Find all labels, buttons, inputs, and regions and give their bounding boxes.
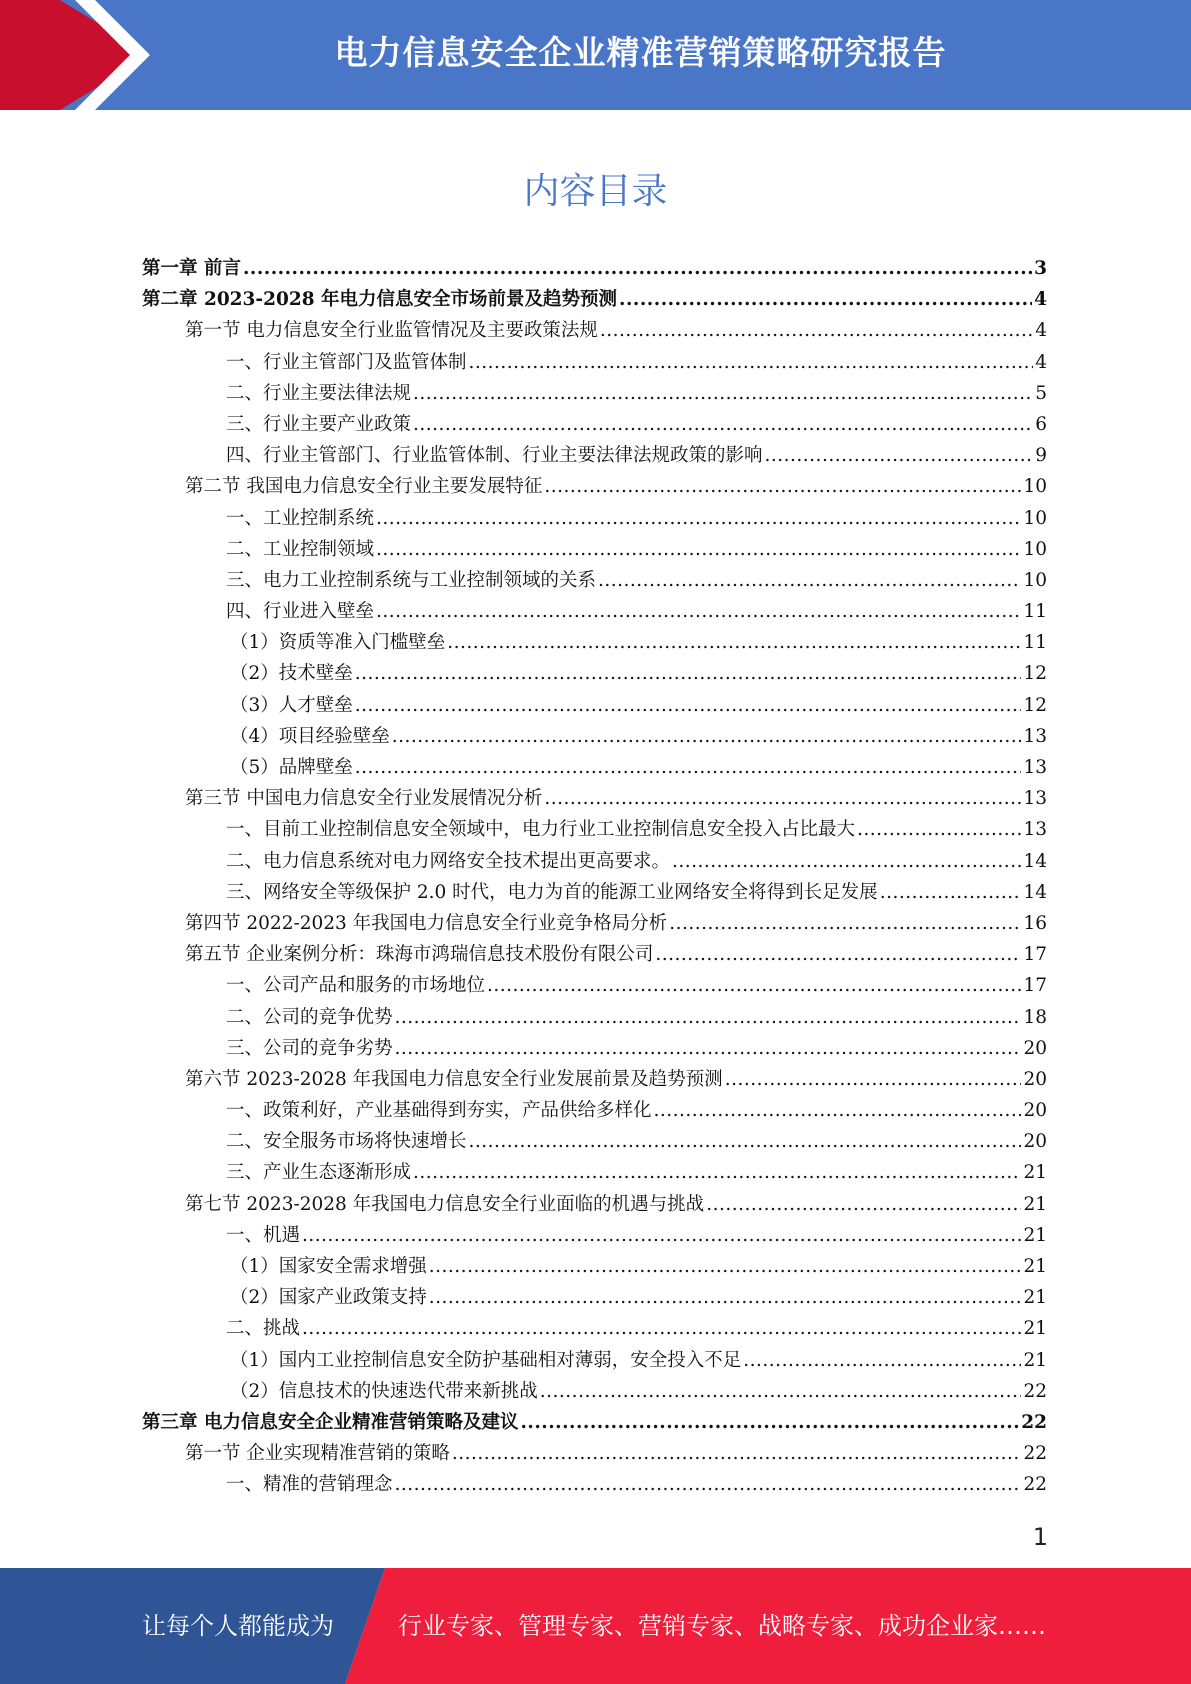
toc-entry-page: 17 <box>1023 944 1047 966</box>
toc-entry-label: 三、网络安全等级保护 2.0 时代，电力为首的能源工业网络安全将得到长足发展 <box>226 881 878 903</box>
toc-dot-leader <box>469 1131 1022 1152</box>
toc-entry[interactable] <box>142 1470 1047 1501</box>
toc-entry[interactable] <box>142 316 1047 347</box>
toc-dot-leader <box>540 1381 1022 1402</box>
toc-dot-leader <box>743 1350 1021 1371</box>
toc-entry[interactable] <box>142 1034 1047 1065</box>
toc-entry-label: 三、行业主要产业政策 <box>226 413 412 435</box>
toc-entry-page: 10 <box>1023 476 1047 498</box>
toc-entry-label: 二、工业控制领域 <box>226 538 375 560</box>
toc-dot-leader <box>706 1194 1021 1215</box>
toc-dot-leader <box>672 851 1021 872</box>
toc-dot-leader <box>376 539 1021 560</box>
toc-entry[interactable] <box>142 722 1047 753</box>
toc-entry-label: 三、电力工业控制系统与工业控制领域的关系 <box>226 569 597 591</box>
toc-dot-leader <box>520 1412 1019 1433</box>
toc-dot-leader <box>355 663 1022 684</box>
toc-entry-label: 一、政策利好，产业基础得到夯实，产品供给多样化 <box>226 1100 652 1122</box>
toc-entry-label: 四、行业进入壁垒 <box>226 601 375 623</box>
toc-entry[interactable] <box>142 472 1047 503</box>
toc-entry-label: （2）信息技术的快速迭代带来新挑战 <box>230 1380 538 1402</box>
toc-entry-page: 18 <box>1023 1006 1047 1028</box>
toc-dot-leader <box>725 1069 1022 1090</box>
toc-entry-label: 第三章 电力信息安全企业精准营销策略及建议 <box>142 1411 519 1433</box>
toc-entry-label: （4）项目经验壁垒 <box>230 725 390 747</box>
toc-entry-page: 4 <box>1035 351 1047 373</box>
toc-entry[interactable] <box>142 1003 1047 1034</box>
toc-entry[interactable] <box>142 878 1047 909</box>
footer-slogan-right: 行业专家、管理专家、营销专家、战略专家、成功企业家…… <box>398 1612 1046 1640</box>
toc-entry[interactable] <box>142 535 1047 566</box>
toc-entry-page: 21 <box>1023 1287 1047 1309</box>
toc-entry[interactable] <box>142 971 1047 1002</box>
toc-entry-page: 4 <box>1035 320 1047 342</box>
toc-entry-page: 12 <box>1023 694 1047 716</box>
toc-entry-label: 二、行业主要法律法规 <box>226 382 412 404</box>
toc-dot-leader <box>544 788 1021 809</box>
toc-dot-leader <box>857 819 1021 840</box>
toc-entry[interactable] <box>142 847 1047 878</box>
toc-entry[interactable] <box>142 691 1047 722</box>
toc-entry-page: 21 <box>1023 1162 1047 1184</box>
toc-entry-label: （5）品牌壁垒 <box>230 757 353 778</box>
toc-entry-label: 第二章 2023-2028 年电力信息安全市场前景及趋势预测 <box>142 289 618 311</box>
toc-dot-leader <box>452 1443 1022 1464</box>
toc-entry[interactable] <box>142 940 1047 971</box>
toc-dot-leader <box>395 1474 1022 1495</box>
toc-entry[interactable] <box>142 753 1047 784</box>
toc-entry-label: 第四节 2022-2023 年我国电力信息安全行业竞争格局分析 <box>185 912 668 934</box>
toc-entry-page: 17 <box>1023 975 1047 997</box>
toc-dot-leader <box>429 1287 1022 1308</box>
toc-entry-label: 第一节 电力信息安全行业监管情况及主要政策法规 <box>185 320 598 342</box>
toc-entry-label: 第一节 企业实现精准营销的策略 <box>185 1443 450 1465</box>
toc-dot-leader <box>376 508 1021 529</box>
toc-entry-page: 16 <box>1023 912 1047 934</box>
toc-entry-label: 第六节 2023-2028 年我国电力信息安全行业发展前景及趋势预测 <box>185 1068 723 1090</box>
toc-entry-label: 四、行业主管部门、行业监管体制、行业主要法律法规政策的影响 <box>226 445 763 467</box>
toc-entry[interactable] <box>142 1096 1047 1127</box>
toc-dot-leader <box>487 975 1021 996</box>
toc-entry[interactable] <box>142 348 1047 379</box>
toc-entry[interactable] <box>142 1190 1047 1221</box>
header-banner <box>0 0 1191 110</box>
toc-entry-page: 13 <box>1023 757 1047 778</box>
toc-entry-label: 二、安全服务市场将快速增长 <box>226 1131 467 1153</box>
toc-entry-page: 12 <box>1023 663 1047 685</box>
toc-dot-leader <box>355 757 1022 778</box>
toc-dot-leader <box>669 913 1021 934</box>
toc-dot-leader <box>544 476 1021 497</box>
toc-entry[interactable] <box>142 1127 1047 1158</box>
toc-entry-page: 20 <box>1023 1100 1047 1122</box>
toc-entry-label: 一、工业控制系统 <box>226 507 375 529</box>
toc-entry[interactable] <box>142 1252 1047 1283</box>
toc-entry-page: 13 <box>1023 725 1047 747</box>
toc-dot-leader <box>655 944 1021 965</box>
toc-entry[interactable] <box>142 1283 1047 1314</box>
toc-entry[interactable] <box>142 566 1047 597</box>
page-number: 1 <box>1032 1523 1048 1551</box>
table-of-contents <box>142 254 1047 1502</box>
toc-dot-leader <box>447 632 1021 653</box>
toc-entry[interactable] <box>142 1439 1047 1470</box>
toc-entry[interactable] <box>142 1346 1047 1377</box>
toc-dot-leader <box>654 1100 1022 1121</box>
toc-entry-page: 22 <box>1023 1474 1047 1496</box>
toc-entry-label: 第七节 2023-2028 年我国电力信息安全行业面临的机遇与挑战 <box>185 1193 705 1215</box>
toc-dot-leader <box>765 445 1034 466</box>
toc-dot-leader <box>392 726 1022 747</box>
toc-entry-page: 20 <box>1023 1037 1047 1059</box>
toc-dot-leader <box>469 352 1034 373</box>
toc-entry-page: 14 <box>1023 881 1047 903</box>
toc-entry[interactable] <box>142 659 1047 690</box>
toc-entry-page: 21 <box>1023 1224 1047 1246</box>
toc-dot-leader <box>413 1162 1021 1183</box>
toc-entry-label: 一、目前工业控制信息安全领域中，电力行业工业控制信息安全投入占比最大 <box>226 819 856 841</box>
toc-entry-page: 21 <box>1023 1349 1047 1371</box>
toc-entry-page: 22 <box>1023 1443 1047 1465</box>
toc-dot-leader <box>413 414 1033 435</box>
toc-entry-label: 二、电力信息系统对电力网络安全技术提出更高要求。 <box>226 850 671 872</box>
toc-entry-page: 10 <box>1023 569 1047 591</box>
toc-dot-leader <box>395 1007 1022 1028</box>
toc-entry[interactable] <box>142 1221 1047 1252</box>
toc-dot-leader <box>243 258 1032 279</box>
toc-entry-label: 第五节 企业案例分析：珠海市鸿瑞信息技术股份有限公司 <box>185 944 654 966</box>
toc-entry[interactable] <box>142 1314 1047 1345</box>
toc-dot-leader <box>619 289 1032 310</box>
toc-entry-label: （2）技术壁垒 <box>230 663 353 685</box>
toc-entry-page: 21 <box>1023 1318 1047 1340</box>
toc-entry[interactable] <box>142 909 1047 940</box>
toc-entry-label: 一、公司产品和服务的市场地位 <box>226 975 486 997</box>
toc-dot-leader <box>880 882 1022 903</box>
toc-entry-page: 21 <box>1023 1256 1047 1277</box>
toc-entry[interactable] <box>142 1408 1047 1439</box>
toc-entry[interactable] <box>142 784 1047 815</box>
toc-entry-label: 三、公司的竞争劣势 <box>226 1037 393 1059</box>
toc-entry-label: 第三节 中国电力信息安全行业发展情况分析 <box>185 788 543 810</box>
toc-dot-leader <box>413 383 1033 404</box>
toc-entry[interactable] <box>142 628 1047 659</box>
toc-dot-leader <box>600 320 1033 341</box>
toc-entry-label: （1）资质等准入门槛壁垒 <box>230 632 446 654</box>
toc-entry-page: 10 <box>1023 538 1047 560</box>
toc-entry-page: 10 <box>1023 507 1047 529</box>
toc-entry-page: 3 <box>1034 258 1047 279</box>
toc-entry[interactable] <box>142 815 1047 846</box>
toc-dot-leader <box>429 1256 1022 1277</box>
toc-dot-leader <box>598 570 1021 591</box>
toc-entry-page: 9 <box>1035 445 1047 467</box>
toc-entry-page: 21 <box>1023 1193 1047 1215</box>
toc-entry-label: 二、挑战 <box>226 1318 301 1340</box>
toc-entry[interactable] <box>142 1158 1047 1189</box>
toc-entry[interactable] <box>142 504 1047 535</box>
toc-entry-label: （2）国家产业政策支持 <box>230 1287 427 1309</box>
toc-entry[interactable] <box>142 285 1047 316</box>
toc-entry-page: 11 <box>1023 601 1047 623</box>
toc-entry[interactable] <box>142 597 1047 628</box>
toc-entry-label: 三、产业生态逐渐形成 <box>226 1162 412 1184</box>
toc-entry-label: 第一章 前言 <box>142 258 241 279</box>
toc-entry-label: （3）人才壁垒 <box>230 694 353 716</box>
toc-entry[interactable] <box>142 441 1047 472</box>
toc-entry-label: 第二节 我国电力信息安全行业主要发展特征 <box>185 476 543 498</box>
toc-entry-page: 14 <box>1023 850 1047 872</box>
toc-title: 内容目录 <box>523 171 668 212</box>
toc-entry-label: 一、精准的营销理念 <box>226 1474 393 1496</box>
toc-entry[interactable] <box>142 410 1047 441</box>
toc-dot-leader <box>355 695 1022 716</box>
toc-entry-page: 13 <box>1023 819 1047 841</box>
toc-entry-page: 6 <box>1035 413 1047 435</box>
toc-entry-label: （1）国内工业控制信息安全防护基础相对薄弱，安全投入不足 <box>230 1349 742 1371</box>
toc-entry-page: 5 <box>1035 382 1047 404</box>
toc-entry[interactable] <box>142 1065 1047 1096</box>
toc-entry-page: 20 <box>1023 1068 1047 1090</box>
toc-entry-page: 20 <box>1023 1131 1047 1153</box>
toc-dot-leader <box>302 1318 1021 1339</box>
toc-entry[interactable] <box>142 379 1047 410</box>
toc-entry[interactable] <box>142 254 1047 285</box>
toc-entry-label: （1）国家安全需求增强 <box>230 1256 427 1277</box>
report-title: 电力信息安全企业精准营销策略研究报告 <box>334 33 947 72</box>
toc-dot-leader <box>376 601 1021 622</box>
toc-entry-page: 13 <box>1023 788 1047 810</box>
toc-entry-label: 一、机遇 <box>226 1224 301 1246</box>
toc-entry-page: 22 <box>1021 1411 1047 1433</box>
toc-entry-label: 一、行业主管部门及监管体制 <box>226 351 467 373</box>
toc-entry-page: 4 <box>1034 289 1047 311</box>
toc-entry-page: 22 <box>1023 1380 1047 1402</box>
footer-slogan-left: 让每个人都能成为 <box>142 1612 334 1640</box>
toc-dot-leader <box>395 1038 1022 1059</box>
toc-dot-leader <box>302 1225 1021 1246</box>
toc-entry-label: 二、公司的竞争优势 <box>226 1006 393 1028</box>
toc-entry-page: 11 <box>1023 632 1047 654</box>
toc-entry[interactable] <box>142 1377 1047 1408</box>
